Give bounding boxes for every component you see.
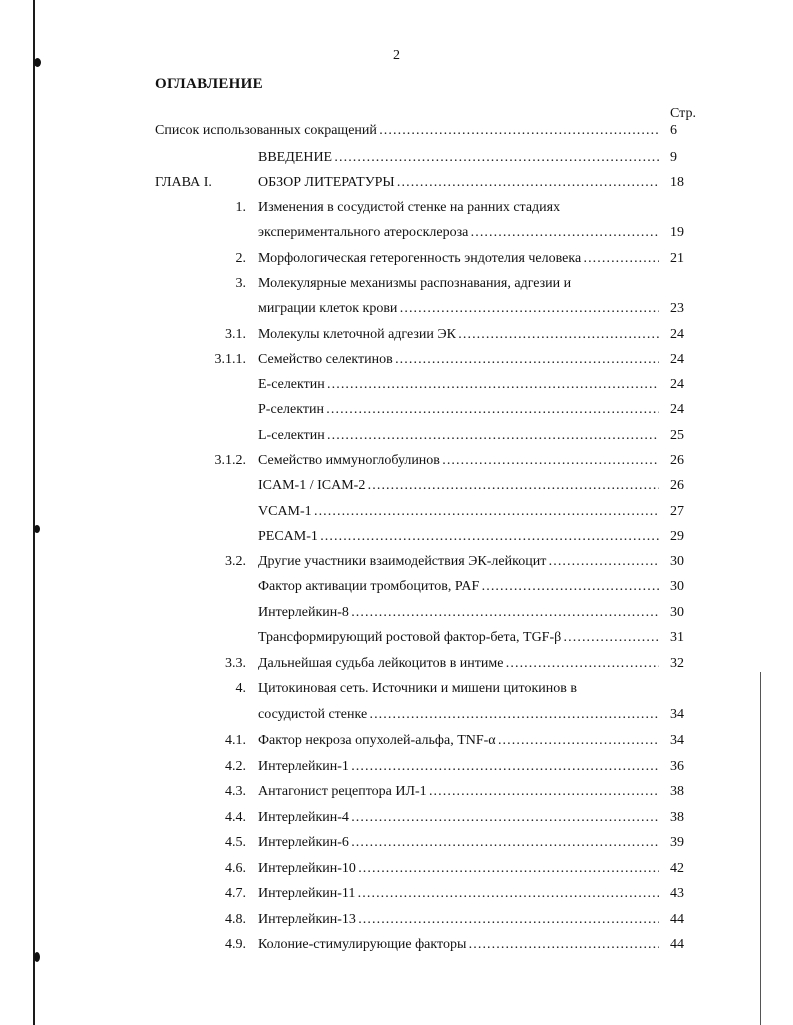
toc-entry-number: 3.1.2. <box>214 453 246 468</box>
toc-entry-title: Интерлейкин-10 . . . <box>258 859 659 879</box>
toc-entry-page: 38 <box>670 784 684 799</box>
toc-entry-page: 24 <box>670 327 684 342</box>
toc-entry-title: Е-селектин . . . <box>258 375 659 395</box>
toc-entry[interactable] <box>0 502 793 522</box>
toc-entry-page: 24 <box>670 377 684 392</box>
toc-entry-title: Колоние-стимулирующие факторы . . . <box>258 935 659 955</box>
toc-entry-title: Фактор некроза опухолей-альфа, TNF-α . . . <box>258 731 659 751</box>
toc-entry-page: 36 <box>670 759 684 774</box>
toc-entry-title: Интерлейкин-1 . . . <box>258 757 659 777</box>
toc-entry-title: Список использованных сокращений . . . <box>155 121 659 141</box>
toc-entry-title: Интерлейкин-8 . . . <box>258 603 659 623</box>
toc-entry-number: 3.1. <box>225 327 246 342</box>
toc-entry-title: ОБЗОР ЛИТЕРАТУРЫ . . . <box>258 173 659 193</box>
toc-entry-page: 26 <box>670 478 684 493</box>
toc-entry[interactable] <box>0 628 793 648</box>
toc-entry-title: Р-селектин . . . <box>258 400 659 420</box>
toc-entry-number: 3.3. <box>225 656 246 671</box>
toc-entry-number: 4.4. <box>225 810 246 825</box>
toc-entry[interactable] <box>0 757 793 777</box>
toc-entry-number: 4.5. <box>225 835 246 850</box>
toc-entry-title: PECAM-1 . . . <box>258 527 659 547</box>
toc-chapter-label: ГЛАВА I. <box>155 175 212 190</box>
toc-entry[interactable] <box>0 375 793 395</box>
toc-entry[interactable] <box>0 552 793 572</box>
toc-entry-title: Молекулы клеточной адгезии ЭК . . . <box>258 325 659 345</box>
toc-entry-title: Фактор активации тромбоцитов, PAF . . . <box>258 577 659 597</box>
page-column-header: Стр. <box>670 106 696 121</box>
toc-entry-number: 4. <box>235 681 246 696</box>
toc-entry[interactable] <box>0 476 793 496</box>
toc-entry-page: 42 <box>670 861 684 876</box>
toc-entry-title: Семейство иммуноглобулинов . . . <box>258 451 659 471</box>
toc-entry-page: 21 <box>670 251 684 266</box>
toc-entry-page: 18 <box>670 175 684 190</box>
toc-entry-page: 30 <box>670 605 684 620</box>
toc-entry-title: Интерлейкин-13 . . . <box>258 910 659 930</box>
toc-entry-page: 38 <box>670 810 684 825</box>
toc-entry-number: 3.1.1. <box>214 352 246 367</box>
toc-entry[interactable] <box>0 808 793 828</box>
toc-entry-number: 2. <box>235 251 246 266</box>
toc-entry-page: 24 <box>670 402 684 417</box>
toc-entry-page: 23 <box>670 301 684 316</box>
toc-entry-title: VCAM-1 . . . <box>258 502 659 522</box>
toc-entry-title: ICAM-1 / ICAM-2 . . . <box>258 476 659 496</box>
toc-entry-title: Изменения в сосудистой стенке на ранних стадиях <box>258 200 561 215</box>
toc-entry-number: 4.8. <box>225 912 246 927</box>
toc-entry[interactable] <box>0 223 793 243</box>
toc-entry-title: Дальнейшая судьба лейкоцитов в интиме . . . <box>258 654 659 674</box>
toc-entry-number: 3. <box>235 276 246 291</box>
toc-entry[interactable] <box>0 325 793 345</box>
toc-entry-number: 4.9. <box>225 937 246 952</box>
toc-entry-page: 39 <box>670 835 684 850</box>
toc-entry-title: Трансформирующий ростовой фактор-бета, TGF-β . . . <box>258 628 659 648</box>
toc-entry-page: 6 <box>670 123 677 138</box>
toc-entry-title: Интерлейкин-11 . . . <box>258 884 659 904</box>
toc-entry[interactable] <box>0 299 793 319</box>
toc-entry-title: Молекулярные механизмы распознавания, адгезии и <box>258 276 572 291</box>
toc-entry-number: 4.1. <box>225 733 246 748</box>
toc-entry-page: 27 <box>670 504 684 519</box>
toc-entry[interactable] <box>0 833 793 853</box>
toc-entry-title: Семейство селектинов . . . <box>258 350 659 370</box>
toc-entry[interactable] <box>0 249 793 269</box>
toc-entry[interactable] <box>0 451 793 471</box>
toc-entry-page: 29 <box>670 529 684 544</box>
toc-entry-number: 3.2. <box>225 554 246 569</box>
toc-entry-title: ВВЕДЕНИЕ . . . <box>258 148 659 168</box>
toc-entry-page: 32 <box>670 656 684 671</box>
toc-entry[interactable] <box>0 603 793 623</box>
toc-entry-page: 44 <box>670 912 684 927</box>
toc-entry-number: 4.7. <box>225 886 246 901</box>
toc-entry[interactable] <box>0 121 793 141</box>
toc-entry-page: 24 <box>670 352 684 367</box>
toc-entry[interactable] <box>0 426 793 446</box>
page-title: ОГЛАВЛЕНИЕ <box>155 76 263 92</box>
toc-entry-number: 4.6. <box>225 861 246 876</box>
toc-entry[interactable] <box>0 198 793 218</box>
toc-entry[interactable] <box>0 910 793 930</box>
toc-entry-page: 44 <box>670 937 684 952</box>
toc-entry-page: 25 <box>670 428 684 443</box>
toc-entry[interactable] <box>0 731 793 751</box>
toc-entry-title: Другие участники взаимодействия ЭК-лейкоцит . . . <box>258 552 659 572</box>
toc-entry-title: Морфологическая гетерогенность эндотелия человека . . . <box>258 249 659 269</box>
toc-entry[interactable] <box>0 527 793 547</box>
toc-entry-page: 30 <box>670 554 684 569</box>
toc-entry-title: Цитокиновая сеть. Источники и мишени цитокинов в <box>258 681 577 696</box>
toc-entry[interactable] <box>0 884 793 904</box>
toc-entry[interactable] <box>0 935 793 955</box>
toc-entry-title: экспериментального атеросклероза . . . <box>258 223 659 243</box>
toc-entry[interactable] <box>0 577 793 597</box>
toc-entry-title: Интерлейкин-4 . . . <box>258 808 659 828</box>
toc-entry-page: 34 <box>670 707 684 722</box>
toc-entry[interactable] <box>0 350 793 370</box>
toc-entry-page: 30 <box>670 579 684 594</box>
toc-entry-title: Интерлейкин-6 . . . <box>258 833 659 853</box>
page-number: 2 <box>393 48 400 63</box>
toc-entry[interactable] <box>0 654 793 674</box>
toc-entry-number: 4.2. <box>225 759 246 774</box>
toc-entry-title: L-селектин . . . <box>258 426 659 446</box>
toc-entry[interactable] <box>0 859 793 879</box>
toc-entry[interactable] <box>0 148 793 168</box>
toc-entry-page: 19 <box>670 225 684 240</box>
toc-entry-title: Антагонист рецептора ИЛ-1 . . . <box>258 782 659 802</box>
toc-entry[interactable] <box>0 173 793 193</box>
toc-entry[interactable] <box>0 400 793 420</box>
toc-entry-page: 34 <box>670 733 684 748</box>
toc-entry[interactable] <box>0 782 793 802</box>
toc-entry-page: 31 <box>670 630 684 645</box>
toc-entry-title: сосудистой стенке . . . <box>258 705 659 725</box>
toc-entry-title: миграции клеток крови . . . <box>258 299 659 319</box>
toc-entry-number: 4.3. <box>225 784 246 799</box>
toc-entry-page: 9 <box>670 150 677 165</box>
toc-entry[interactable] <box>0 274 793 294</box>
toc-entry[interactable] <box>0 705 793 725</box>
toc-entry-number: 1. <box>235 200 246 215</box>
toc-entry[interactable] <box>0 679 793 699</box>
toc-entry-page: 43 <box>670 886 684 901</box>
toc-entry-page: 26 <box>670 453 684 468</box>
